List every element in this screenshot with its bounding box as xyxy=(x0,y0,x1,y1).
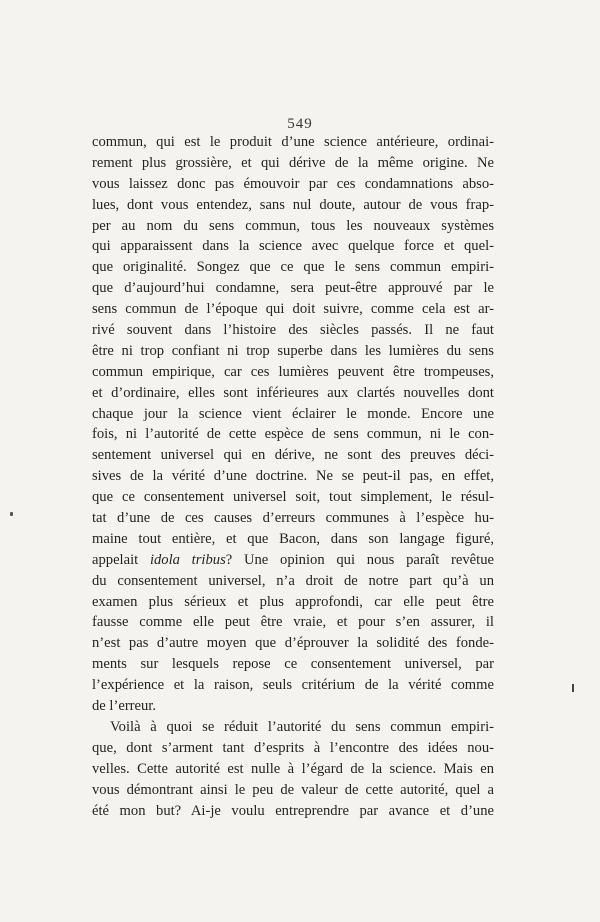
text-line: que, dont s’arment tant d’esprits à l’encontre des idées nou- xyxy=(92,739,494,756)
text-line: examen plus sérieux et plus approfondi, car elle peut être xyxy=(92,593,494,610)
text-line: appelait idola tribus? Une opinion qui nous paraît revêtue xyxy=(92,551,494,568)
body-text xyxy=(92,132,494,821)
text-line: rement plus grossière, et qui dérive de la même origine. Ne xyxy=(92,154,494,171)
text-line: ments sur lesquels repose ce consentement universel, par xyxy=(92,656,494,673)
margin-speck xyxy=(572,684,574,692)
text-line: de l’erreur. xyxy=(92,698,157,715)
page-number: 549 xyxy=(287,116,313,132)
text-line: que ce consentement universel soit, tout simplement, le résul- xyxy=(92,489,494,506)
text-line: per au nom du sens commun, tous les nouveaux systèmes xyxy=(92,217,494,234)
text-line: commun, qui est le produit d’une science antérieure, ordinai- xyxy=(92,134,494,150)
text-line: fausse comme elle peut être vraie, et pour s’en assurer, il xyxy=(92,614,494,631)
text-line: lues, dont vous entendez, sans nul doute, autour de vous frap- xyxy=(92,196,494,213)
text-line: chaque jour la science vient éclairer le monde. Encore une xyxy=(92,405,494,422)
text-line: velles. Cette autorité est nulle à l’égard de la science. Mais en xyxy=(92,760,494,777)
text-line: fois, ni l’autorité de cette espèce de sens commun, ni le con- xyxy=(92,426,494,443)
text-line: et d’ordinaire, elles sont inférieures aux clartés nouvelles dont xyxy=(92,384,494,401)
text-line: que originalité. Songez que ce que le sens commun empiri- xyxy=(92,259,494,276)
text-line: été mon but? Ai-je voulu entreprendre par avance et d’une xyxy=(92,802,494,819)
margin-speck xyxy=(10,512,13,516)
text-line: qui apparaissent dans la science avec quelque force et quel- xyxy=(92,238,494,255)
text-line: que d’aujourd’hui condamne, sera peut-être approuvé par le xyxy=(92,280,494,297)
text-line: du consentement universel, n’a droit de notre part qu’à un xyxy=(92,572,494,589)
text-line: rivé souvent dans l’histoire des siècles passés. Il ne faut xyxy=(92,322,494,339)
text-line: vous laissez donc pas émouvoir par ces condamnations abso- xyxy=(92,175,494,192)
text-line: être ni trop confiant ni trop superbe dans les lumières du sens xyxy=(92,342,494,359)
text-line: n’est pas d’autre moyen que d’éprouver la solidité des fonde- xyxy=(92,635,494,652)
text-line: vous démontrant ainsi le peu de valeur de cette autorité, quel a xyxy=(92,781,494,798)
text-line: l’expérience et la raison, seuls critérium de la vérité comme xyxy=(92,677,494,694)
text-line: maine tout entière, et que Bacon, dans son langage figuré, xyxy=(92,530,494,547)
text-line: sentement universel qui en dérive, ne sont des preuves déci- xyxy=(92,447,494,464)
italic-phrase: idola tribus xyxy=(149,551,226,568)
text-line: sens commun de l’époque qui doit suivre, comme cela est ar- xyxy=(92,301,494,318)
text-line: tat d’une de ces causes d’erreurs communes à l’espèce hu- xyxy=(92,510,494,527)
text-line: Voilà à quoi se réduit l’autorité du sens commun empiri- xyxy=(110,718,494,735)
text-line: sives de la vérité d’une doctrine. Ne se peut-il pas, en effet, xyxy=(92,468,494,485)
text-line: commun empirique, car ces lumières peuvent être trompeuses, xyxy=(92,363,494,380)
